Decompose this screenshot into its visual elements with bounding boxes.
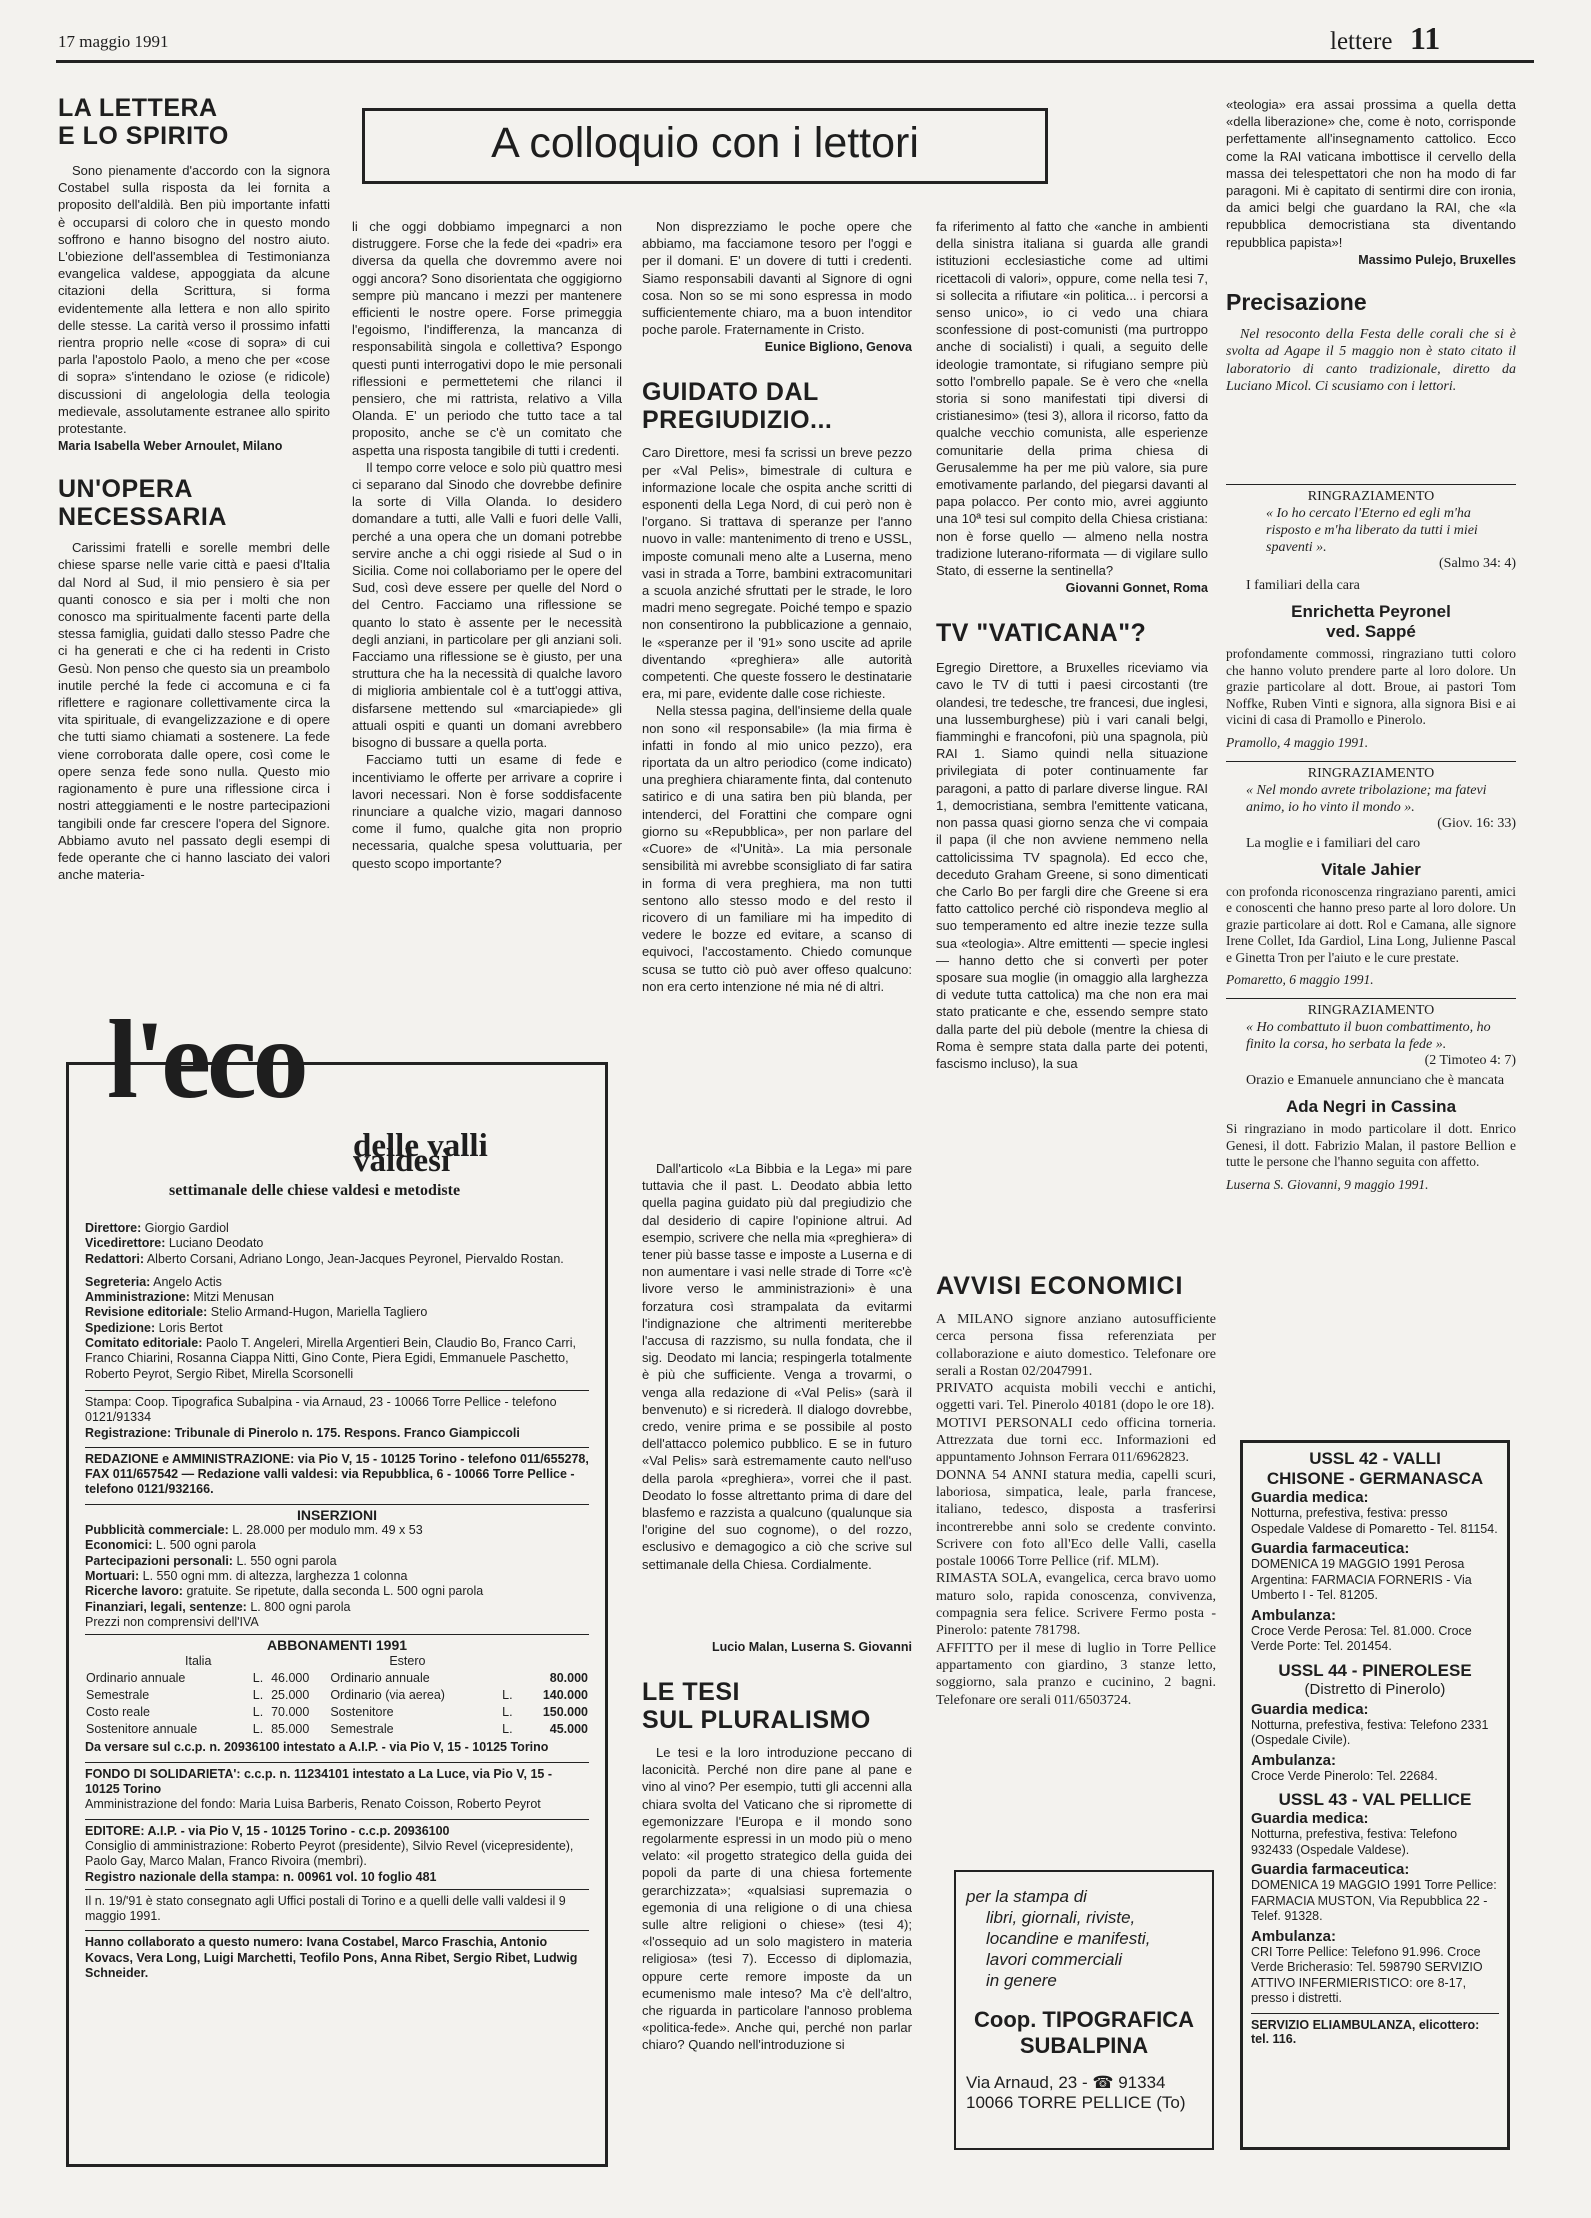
letter3-title-line2: PREGIUDIZIO... — [642, 406, 833, 435]
column-4 — [936, 218, 1208, 1072]
header-date: 17 maggio 1991 — [58, 32, 169, 51]
letter2-text1: Carissimi fratelli e sorelle membri delle chiese sparse nelle varie città e paesi d'Italia dal Nord al Sud, il mio pensiero è sia per quanti conosco e sia per i molti che non conosco ma spiritualmente facenti parte della stessa famiglia, guidati dallo stesso Padre che ci ha generati e che ci ha redenti in Cristo Gesù. Non penso che questo sia un preambolo inutile perché la fede ci accomuna e ci fa riflettere e ragionare collettivamente circa la vita spirituale, di evangelizzazione e di opere che tutti siamo chiamati a sostenere. La fede viene corroborata dalle opere, così come le opere senza fede sono nulla. Questo mio ragionamento è pure una riflessione circa i nostri atteggiamenti e le nostre partecipazioni tangibili onde far crescere l'opera del Signore. Abbiamo avuto nel passato degli esempi di fede operante che ci hanno lasciato dei valori anche materia- — [58, 540, 330, 883]
letter2-title — [58, 475, 330, 531]
list-item: AFFITTO per il mese di luglio in Torre Pellice appartamento con giardino, 3 stanze letto, soggiorno, sala pranzo e cucinino, 2 bagni. Telefonare ore serali 011/6503724. — [936, 1640, 1216, 1708]
letter2-signature: Eunice Bigliono, Genova — [764, 340, 912, 355]
ussl-block: Guardia farmaceutica: DOMENICA 19 MAGGIO 1991 Perosa Argentina: FARMACIA FORNERIS - Via Umberto I - Tel. 81205. — [1251, 1540, 1472, 1602]
inserzioni-list: Pubblicità commerciale: L. 28.000 per modulo mm. 49 x 53 Economici: L. 500 ogni parola Partecipazioni personali: L. 550 ogni parola Mortuari: L. 550 ogni mm. di altezza, larghezza 1 colonna Ricerche lavoro: gratuite. Se ripetute, dalla seconda L. 500 ogni parola Finanziari, legali, sentenze: L. 800 ogni parola Prezzi non comprensivi dell'IVA — [85, 1523, 484, 1629]
avvisi-title: AVVISI ECONOMICI — [936, 1272, 1184, 1300]
letter1-title — [58, 94, 330, 150]
ussl-block: Ambulanza: CRI Torre Pellice: Telefono 91.996. Croce Verde Bricherasio: Tel. 598790 SERVIZIO ATTIVO INFERMIERISTICO: ore 8-17, presso i distretti. — [1251, 1927, 1483, 2005]
column-3 — [642, 218, 912, 995]
masthead-registro: Registro nazionale della stampa: n. 00961 vol. 10 foglio 481 — [85, 1869, 437, 1884]
column-1 — [58, 94, 330, 883]
tipografia-line: per la stampa di — [966, 1887, 1087, 1906]
ussl-block: Ambulanza: Croce Verde Perosa: Tel. 81.000. Croce Verde Porte: Tel. 201454. — [1251, 1606, 1472, 1653]
ussl-block: Guardia medica: Notturna, prefestiva, festiva: Telefono 2331 (Ospedale Civile). — [1251, 1700, 1489, 1747]
masthead-versare: Da versare sul c.c.p. n. 20936100 intestato a A.I.P. - via Pio V, 15 - 10125 Torino — [85, 1740, 549, 1755]
masthead-redazione: REDAZIONE e AMMINISTRAZIONE: via Pio V, 15 - 10125 Torino - telefono 011/655278, FAX 011/657542 — Redazione valli valdesi: via Repubblica, 6 - 10066 Torre Pellice - telefono 0121/932166. — [85, 1447, 589, 1498]
ringraziamento-name2: ved. Sappé — [1326, 622, 1416, 641]
ussl-title: USSL 43 - VAL PELLICE — [1278, 1790, 1472, 1809]
page-number: 11 — [1410, 20, 1441, 56]
column-2 — [352, 218, 622, 872]
masthead-collaboratori: Hanno collaborato a questo numero: Ivana Costabel, Marco Fraschia, Antonio Kovacs, Vera Long, Luigi Marchetti, Teofilo Pons, Anna Ribet, Sergio Ribet, Ludwig Schneider. — [85, 1930, 589, 1981]
list-item: A MILANO signore anziano autosufficiente cerca persona fissa referenziata per collaborazione e aiuto domestico. Telefonare ore serali a Rostan 02/2047991. — [936, 1312, 1216, 1379]
masthead-stampa: Stampa: Coop. Tipografica Subalpina - via Arnaud, 23 - 10066 Torre Pellice - telefono 0121/91334 — [85, 1390, 589, 1426]
letter2-text4: Facciamo tutti un esame di fede e incentiviamo le offerte per arrivare a coprire i lavori necessari. Non è forse soddisfacente rinunciare a qualche vizio, magari dannoso come il fumo, qualche gita non proprio necessaria, qualche spesa voluttuaria, per questo scopo importante? — [352, 752, 622, 871]
tipografia-line: locandine e manifesti, — [986, 1929, 1151, 1948]
masthead-logo: l'eco — [107, 998, 305, 1122]
ringraziamenti — [1226, 484, 1516, 1193]
ussl-footer: SERVIZIO ELIAMBULANZA, elicottero: tel. 116. — [1251, 2013, 1499, 2046]
abbonamenti-row: Sostenitore annuale L. 85.000 Semestrale L. 45.000 — [86, 1722, 588, 1737]
ussl-title: USSL 44 - PINEROLESE — [1278, 1660, 1472, 1680]
abbonamenti-row: Costo reale L. 70.000 Sostenitore L. 150.000 — [86, 1705, 588, 1720]
masthead-numero: Il n. 19/'91 è stato consegnato agli Uffici postali di Torino e a quelli delle valli valdesi il 9 maggio 1991. — [85, 1889, 589, 1925]
ussl-block: Ambulanza: Croce Verde Pinerolo: Tel. 22684. — [1251, 1751, 1438, 1783]
letter5-text: Egregio Direttore, a Bruxelles riceviamo via cavo le TV di tutti i paesi circostanti (tre olandesi, tre tedesche, tre francesi, due inglesi, una lussemburghese) più i vari canali belgi, fiamminghi e francofoni, più una spagnola, più RAI 1. Siamo quindi nella situazione privilegiata di poter continuamente far paragoni, a patto di parlare diverse lingue. RAI 1, democristiana, sembra l'emittente vaticana, non passa quasi giorno senza che vi compaia il papa (il che non avviene nemmeno nella cattolicissima TV spagnola). Ed ecco che, deceduto Graham Greene, si sono dimenticati che Carlo Bo per fargli dire che Greene si era fatto cattolico perché ciò rispondeva meglio al suo temperamento ed altre inezie tezze sulla sua «teologia». Altre emittenti — specie inglesi — hanno detto che si convertì per poter sposare sua moglie (in omaggio alla larghezza di vedute tutta cattolica) ma che non era mai stato praticante e che, essendo sempre stato dalla parte del più debole (mentre la chiesa di Roma è sempre stata dalla parte dei potenti, fascismo incluso), la sua — [936, 660, 1208, 1071]
ringraziamento-intro: I familiari della cara — [1246, 578, 1360, 593]
letter1-title-line2: E LO SPIRITO — [58, 122, 229, 150]
abbonamenti-row: Ordinario annuale L. 46.000 Ordinario annuale 80.000 — [86, 1671, 588, 1686]
letter4-signature: Giovanni Gonnet, Roma — [1065, 581, 1208, 596]
ringraziamento-title: RINGRAZIAMENTO — [1307, 765, 1435, 781]
letter2-text5: Non disprezziamo le poche opere che abbiamo, ma facciamone tesoro per l'oggi e per il domani. E' un dovere di tutti i credenti. Siamo responsabili davanti al Signore di ogni cosa. Non so se mi sono espressa in modo sufficientemente chiaro, ma a buon intenditor poche parole. Fraternamente in Cristo. — [642, 219, 912, 338]
header-section: lettere — [1330, 28, 1393, 55]
masthead-editore: EDITORE: A.I.P. - via Pio V, 15 - 10125 Torino - c.c.p. 20936100 — [85, 1819, 589, 1839]
column-3-lower — [642, 1160, 912, 2053]
letter3-text1: Caro Direttore, mesi fa scrissi un breve pezzo per «Val Pelis», bimestrale di cultura e informazione locale che ospita anche scritti di esponenti della Lega Nord, di cui però non è l'organo. Si trattava di speranze per l'anno nuovo in valle: mantenimento di treno e USSL, imposte comunali meno alte a Luserna, meno vasi in strada a Torre, bambini extracomunitari a scuola anziché sfruttati per le strade, le loro madri meno segregate. Poiché tempo e spazio non consentirono la pubblicazione a gennaio, le «speranze per il '91» sono uscite ad aprile diventando «preghiera» alle autorità competenti. Che queste fossero le destinatarie era, mi pare, evidente dalle cose richieste. — [642, 445, 912, 702]
tipografia-ad — [954, 1870, 1214, 2150]
letter3-text3: Dall'articolo «La Bibbia e la Lega» mi pare tuttavia che il past. L. Deodato abbia letto quella pagina guidato più dal pregiudizio che dal desiderio di capire l'opinione altrui. Ad esempio, scrivere che nella mia «preghiera» di tener più basse tasse e imposte a Luserna e di non aumentare i vasi nelle strade di Torre «c'è livore verso le amministrazioni» è una forzatura così strampalata da evitarmi l'indignazione che altrimenti meriterebbe l'accusa di razzismo, su nulla fondata, che il sig. Deodato mi lancia; respingerla totalmente è più che sufficiente. Venga a trovarmi, o venga alla redazione di «Val Pelis» (sarà il benvenuto) e si ricrederà. Il dialogo dovrebbe, credo, venire prima e se possibile al posto dell'attacco polemico pubblico. E se in futuro «Val Pelis» sarà estremamente cauto nell'uso della parola «preghiera», vorrei che il past. Deodato lo fosse altrettanto prima di dare del blasfemo e razzista a qualcuno (qualunque sia l'origine del suo cognome), o del rozzo, esclusivo e demagogico a ciò che scrive sul settimanale della Chiesa. Cordialmente. — [642, 1161, 912, 1572]
ussl-box — [1240, 1440, 1510, 2150]
letter3-title-line1: GUIDATO DAL — [642, 378, 819, 407]
list-item: MOTIVI PERSONALI cedo officina torneria. Attrezzata due torni ecc. Informazioni ed appuntamento Johnson Ferrara 011/6962823. — [936, 1415, 1216, 1466]
ussl-block: Guardia farmaceutica: DOMENICA 19 MAGGIO 1991 Torre Pellice: FARMACIA MUSTON, Via Repubblica 22 - Telef. 91328. — [1251, 1861, 1497, 1923]
masthead-registrazione: Registrazione: Tribunale di Pinerolo n. 175. Respons. Franco Giampiccoli — [85, 1425, 520, 1440]
column-5 — [1226, 96, 1516, 396]
list-item: PRIVATO acquista mobili vecchi e antichi, oggetti vari. Tel. Pinerolo 40181 (dopo le ore 18). — [936, 1381, 1216, 1414]
banner-title: A colloquio con i lettori — [491, 119, 919, 167]
precisazione-text: Nel resoconto della Festa delle corali che si è svolta ad Agape il 5 maggio non è stato citato il laboratorio di canto tradizionale, diretto da Luciano Micol. Ci scusiamo con i lettori. — [1226, 326, 1516, 395]
ussl-subtitle: (Distretto di Pinerolo) — [1304, 1680, 1446, 1698]
ringraziamento-text: Si ringraziano in modo particolare il dott. Enrico Genesi, il dott. Fabrizio Malan, il pastore Bellion e tutte le persone che l'hanno seguita con affetto. — [1226, 1121, 1516, 1169]
ringraziamento-intro: La moglie e i familiari del caro — [1246, 835, 1421, 851]
letter2-title-line1: UN'OPERA — [58, 475, 193, 504]
ringraziamento-title: RINGRAZIAMENTO — [1307, 489, 1435, 504]
ussl-block: Guardia medica: Notturna, prefestiva, festiva: Telefono 932433 (Ospedale Valdese). — [1251, 1810, 1458, 1857]
ringraziamento-ref: (Giov. 16: 33) — [1437, 815, 1516, 831]
abbonamenti-title: ABBONAMENTI 1991 — [85, 1634, 589, 1653]
letter6-text: «teologia» era assai prossima a quella detta «della liberazione» che, come è noto, corrisponde perfettamente all'insegnamento cattolico. Ecco come la RAI vaticana imbottisce il cervello della massa dei telespettatori che non ha modo di far paragoni. Mi è capitato di sentirmi dire con ironia, da amici belgi che guardano la RAI, che «la repubblica democristiana sta diventando repubblica papista»! — [1226, 97, 1516, 250]
ringraziamento-place: Pramollo, 4 maggio 1991. — [1226, 734, 1369, 750]
tipografia-address: Via Arnaud, 23 - ☎ 91334 — [966, 2073, 1166, 2092]
masthead-fondo-amm: Amministrazione del fondo: Maria Luisa Barberis, Renato Coisson, Roberto Peyrot — [85, 1797, 541, 1812]
ussl-block: Guardia medica: Notturna, prefestiva, festiva: presso Ospedale Valdese di Pomaretto - Tel. 81154. — [1251, 1489, 1498, 1536]
masthead-staff-2: Segreteria: Angelo Actis Amministrazione: Mitzi Menusan Revisione editoriale: Stelio Armand-Hugon, Mariella Tagliero Spedizione: Loris Bertot Comitato editoriale: Paolo T. Angeleri, Mirella Argentieri Bein, Claudio Bo, Franco Carri, Franco Chiarini, Rosanna Ciappa Nitti, Gino Conte, Piera Egidi, Emmanuele Paschetto, Roberto Peyrot, Sergio Ribet, Mirella Scorsonelli — [85, 1274, 576, 1381]
ringraziamento-quote: « Nel mondo avrete tribolazione; ma fatevi animo, io ho vinto il mondo ». — [1246, 782, 1487, 815]
ringraziamento-intro: Orazio e Emanuele annunciano che è mancata — [1246, 1073, 1505, 1088]
letter5-title: TV "VATICANA"? — [936, 619, 1147, 648]
masthead-fondo: FONDO DI SOLIDARIETA': c.c.p. n. 11234101 intestato a La Luce, via Pio V, 15 - 10125 Torino — [85, 1762, 589, 1798]
ringraziamento-text: profondamente commossi, ringraziano tutti coloro che hanno voluto prendere parte al loro dolore. Un grazie particolare al dott. Broue, ai pastori Tom Noffke, Ruben Vinti e signora, alla signora Bisi e ai vicini di casa di Pramollo e Pinerolo. — [1226, 646, 1516, 727]
ringraziamento-ref: (Salmo 34: 4) — [1439, 556, 1516, 571]
list-item: RIMASTA SOLA, evangelica, cerca bravo uomo maturo solo, rapida conoscenza, convivenza, compagnia sera felice. Scrivere Fermo posta - Pinerolo: patente 781798. — [936, 1571, 1216, 1639]
tesi-text: Le tesi e la loro introduzione peccano di laconicità. Perché non dire pane al pane e vino al vino? Per esempio, tutti gli accenni alla chiara svolta del Vaticano che si ripromette di egemonizzare l'Europa e il mondo sono regolarmente espressi in un modo più o meno velato: «il progetto strategico della guida dei popoli da parte di una chiesa fortemente gerarchizzata»; «qualsiasi supremazia o egemonia di una religione o di una chiesa sulle altre religioni o chiese» (tesi 4); «l'ossequio ad un solo magistero in materia religiosa» (tesi 7). Eccesso di diplomazia, oppure certe remore imposte da un ecumenismo male inteso? Ma c'è dell'altro, che riguarda in particolare l'annoso problema «politica-fede». Anche qui, perché non parlar chiaro? Quando nell'introduzione si — [642, 1745, 912, 2053]
masthead-box — [66, 998, 608, 2167]
ringraziamento-2 — [1226, 761, 1516, 989]
ringraziamento-3 — [1226, 998, 1516, 1193]
avvisi — [936, 1272, 1216, 1709]
inserzioni-title: INSERZIONI — [85, 1504, 589, 1523]
letter4-text: fa riferimento al fatto che «anche in ambienti della sinistra italiana si guarda alle grandi istituzioni ecclesiastiche come ad ultimi ricettacoli di valori», oppure, come nella tesi 7, si sollecita a rifiutare «in politica... i percorsi a senso unico», io ci vedo una chiara sconfessione di post-comunisti (ma purtroppo anche di socialisti) i quali, a seguito delle ideologie tramontate, si rifugiano sempre più sotto l'ombrello papale. Se è vero che «nella storia si sono manifestati tipi diversi di cristianesimo» (tesi 3), allora il ricorso, fatto da qualche vecchio comunista, alle esperienze comunitarie della prima chiesa di Gerusalemme ha per me più valore, sia pure emotivamente parlando, del piegarsi davanti al papa polacco. Per conto mio, avrei aggiunto una 10ª tesi sul compito della Chiesa cristiana: non è forse quello — almeno nella nostra tradizione luterano-riformata — di vigilare sullo Stato, di esserne la sentinella? — [936, 219, 1208, 579]
tipografia-line: in genere — [986, 1971, 1057, 1990]
letter3-signature: Lucio Malan, Luserna S. Giovanni — [711, 1640, 912, 1654]
avvisi-list — [936, 1311, 1216, 1709]
tesi-title — [642, 1678, 912, 1734]
tipografia-line: libri, giornali, riviste, — [986, 1908, 1136, 1927]
tesi-title-line1: LE TESI — [642, 1678, 740, 1706]
ringraziamento-quote: « Io ho cercato l'Eterno ed egli m'ha risposto e m'ha liberato da tutti i miei spaventi ». — [1266, 506, 1478, 555]
ringraziamento-ref: (2 Timoteo 4: 7) — [1424, 1053, 1516, 1068]
tipografia-name: Coop. TIPOGRAFICA — [974, 2007, 1194, 2032]
abbonamenti-table: Italia Estero Ordinario annuale L. 46.000 Ordinario annuale 80.000 Semestrale L. 25.000 Ordinario (via aerea) L. 140.000 Costo reale L. 70.000 Sostenitore L. 150.000 Sostenitore annuale L. 85.000 Semestrale L. 45.000 — [86, 1654, 588, 1737]
tipografia-line: lavori commerciali — [986, 1950, 1123, 1969]
letter2-text3: Il tempo corre veloce e solo più quattro mesi ci separano dal Sinodo che dovrebbe definire la sorte di Villa Olanda. Io desidero domandare a tutti, alle Valli e fuori delle Valli, perché a una opera che un domani potrebbe servire anche a chi oggi risiede al Sud o in Sicilia. Come noi collaboriamo per le opere del Sud, così deve essere per quelle del Nord o del Centro. Facciamo una riflessione se quanto lo stato è assente per le necessità degli anziani, in particolare per gli anziani soli. Facciamo una riflessione se è giusto, per una struttura che ha la necessità di qualche lavoro di miglioria ambientale col è a tutt'oggi attiva, disfarsene mettendo sul «marciapiede» gli attuali ospiti e quanti un domani avrebbero bisogno di bussare a quella porta. — [352, 459, 622, 751]
tesi-title-line2: SUL PLURALISMO — [642, 1706, 871, 1734]
ringraziamento-name: Vitale Jahier — [1321, 859, 1421, 879]
letter1-title-line1: LA LETTERA — [58, 94, 218, 122]
ussl-title: USSL 42 - VALLI — [1309, 1449, 1441, 1468]
ringraziamento-name: Ada Negri in Cassina — [1285, 1097, 1457, 1116]
precisazione-title: Precisazione — [1226, 288, 1367, 315]
ussl-title-2: CHISONE - GERMANASCA — [1266, 1469, 1484, 1488]
masthead-staff: Direttore: Giorgio Gardiol Vicedirettore: Luciano Deodato Redattori: Alberto Corsani, Adriano Longo, Jean-Jacques Peyronel, Piervaldo Rostan. — [85, 1221, 564, 1266]
letter3-title — [642, 378, 912, 434]
masthead-consiglio: Consiglio di amministrazione: Roberto Peyrot (presidente), Silvio Revel (vicepresidente), Paolo Gay, Marco Malan, Franco Rivoira (membri). — [85, 1838, 574, 1869]
list-item: DONNA 54 ANNI statura media, capelli scuri, laboriosa, simpatica, leale, parla francese, italiano, tedesco, disposta a trasferirsi incontrerebbe anni solo se credente convinto. Scrivere con foto all'Eco delle Valli, casella postale 10066 Torre Pellice (rif. MLM). — [936, 1467, 1216, 1570]
letter1-text: Sono pienamente d'accordo con la signora Costabel sulla risposta da lei fornita a proposito dell'aldilà. Ben più importante infatti è occuparsi di coloro che in questo mondo soffrono e hanno bisogno del nostro aiuto. L'obiezione dell'assemblea di Testimonianza evangelica valdese, appoggiata da alcune citazioni della Scrittura, si forma evidentemente alla lettera e non allo spirito delle stesse. La carità verso il prossimo infatti rientra proprio nelle «cose di sopra» di cui parla l'apostolo Paolo, a meno che per «cose di sopra» s'intendano le oziose (e ridicole) discussioni di angelologia della teologia medievale, assolutamente estranee allo spirito protestante. — [58, 163, 330, 437]
ringraziamento-1 — [1226, 484, 1516, 751]
ringraziamento-name: Enrichetta Peyronel — [1291, 602, 1451, 621]
letter2-title-line2: NECESSARIA — [58, 503, 227, 532]
letter1-signature: Maria Isabella Weber Arnoulet, Milano — [58, 439, 283, 454]
letter6-signature: Massimo Pulejo, Bruxelles — [1358, 252, 1516, 267]
ringraziamento-place: Luserna S. Giovanni, 9 maggio 1991. — [1226, 1176, 1429, 1192]
tipografia-name-2: SUBALPINA — [1019, 2033, 1149, 2058]
ringraziamento-title: RINGRAZIAMENTO — [1307, 1003, 1435, 1018]
masthead-tagline: settimanale delle chiese valdesi e metodiste — [169, 1182, 461, 1199]
abbonamenti-row: Semestrale L. 25.000 Ordinario (via aerea) L. 140.000 — [86, 1688, 588, 1703]
ringraziamento-text: con profonda riconoscenza ringraziano parenti, amici e conoscenti che hanno preso parte al loro dolore. Un grazie particolare ai dott. Rol e Camana, alle signore Irene Collet, Ida Gardiol, Lina Long, Julienne Pascal e Ginetta Tron per l'aiuto e le cure prestate. — [1226, 883, 1516, 965]
tipografia-city: 10066 TORRE PELLICE (To) — [966, 2093, 1186, 2112]
header-rule — [56, 60, 1534, 63]
letter3-text2: Nella stessa pagina, dell'insieme della quale non sono «il responsabile» (la mia firma è infatti in fondo al mio unico pezzo), era riportata da un altro periodico (come indicato) una preghiera chiaramente finta, dal contenuto satirico e di una satira ben più blanda, per intenderci, del Forattini che compare ogni giorno su «Repubblica», per non parlare del «Cuore» de «l'Unità». La mia personale sensibilità mi avrebbe sconsigliato di far satira in forma di vera preghiera, ma non tutti sentono allo stesso modo e del resto il ricovero di un familiare mi ha impedito di vedere le bozze ed evitare, a scanso di equivoci, l'accostamento. Chiedo comunque scusa se tutto ciò può aver offeso qualcuno: non era certo intenzione né mia né di altri. — [642, 703, 912, 994]
masthead-subtitle: delle valli valdesi — [353, 1128, 488, 1180]
ringraziamento-place: Pomaretto, 6 maggio 1991. — [1226, 972, 1374, 987]
ringraziamento-quote: « Ho combattuto il buon combattimento, ho finito la corsa, ho serbata la fede ». — [1246, 1020, 1491, 1052]
letter2-text2: li che oggi dobbiamo impegnarci a non distruggere. Forse che la fede dei «padri» era diversa da quella che dovremmo avere noi oggi ancora? Sono disorientata che oggigiorno sempre più mancano i mezzi per mantenere efficienti le nostre opere. Forse primeggia l'egoismo, l'indifferenza, la mancanza di responsabilità singola e collettiva? Espongo questi punti interrogativi dopo le mie personali riflessioni e permettetemi che rilanci il pensiero, che mi rattrista, relativo a Villa Olanda. E' un periodo che tutto tace a tal proposito, anche se c'è un comitato che aspetta una risposta tangibile di tutti i credenti. — [352, 219, 622, 458]
